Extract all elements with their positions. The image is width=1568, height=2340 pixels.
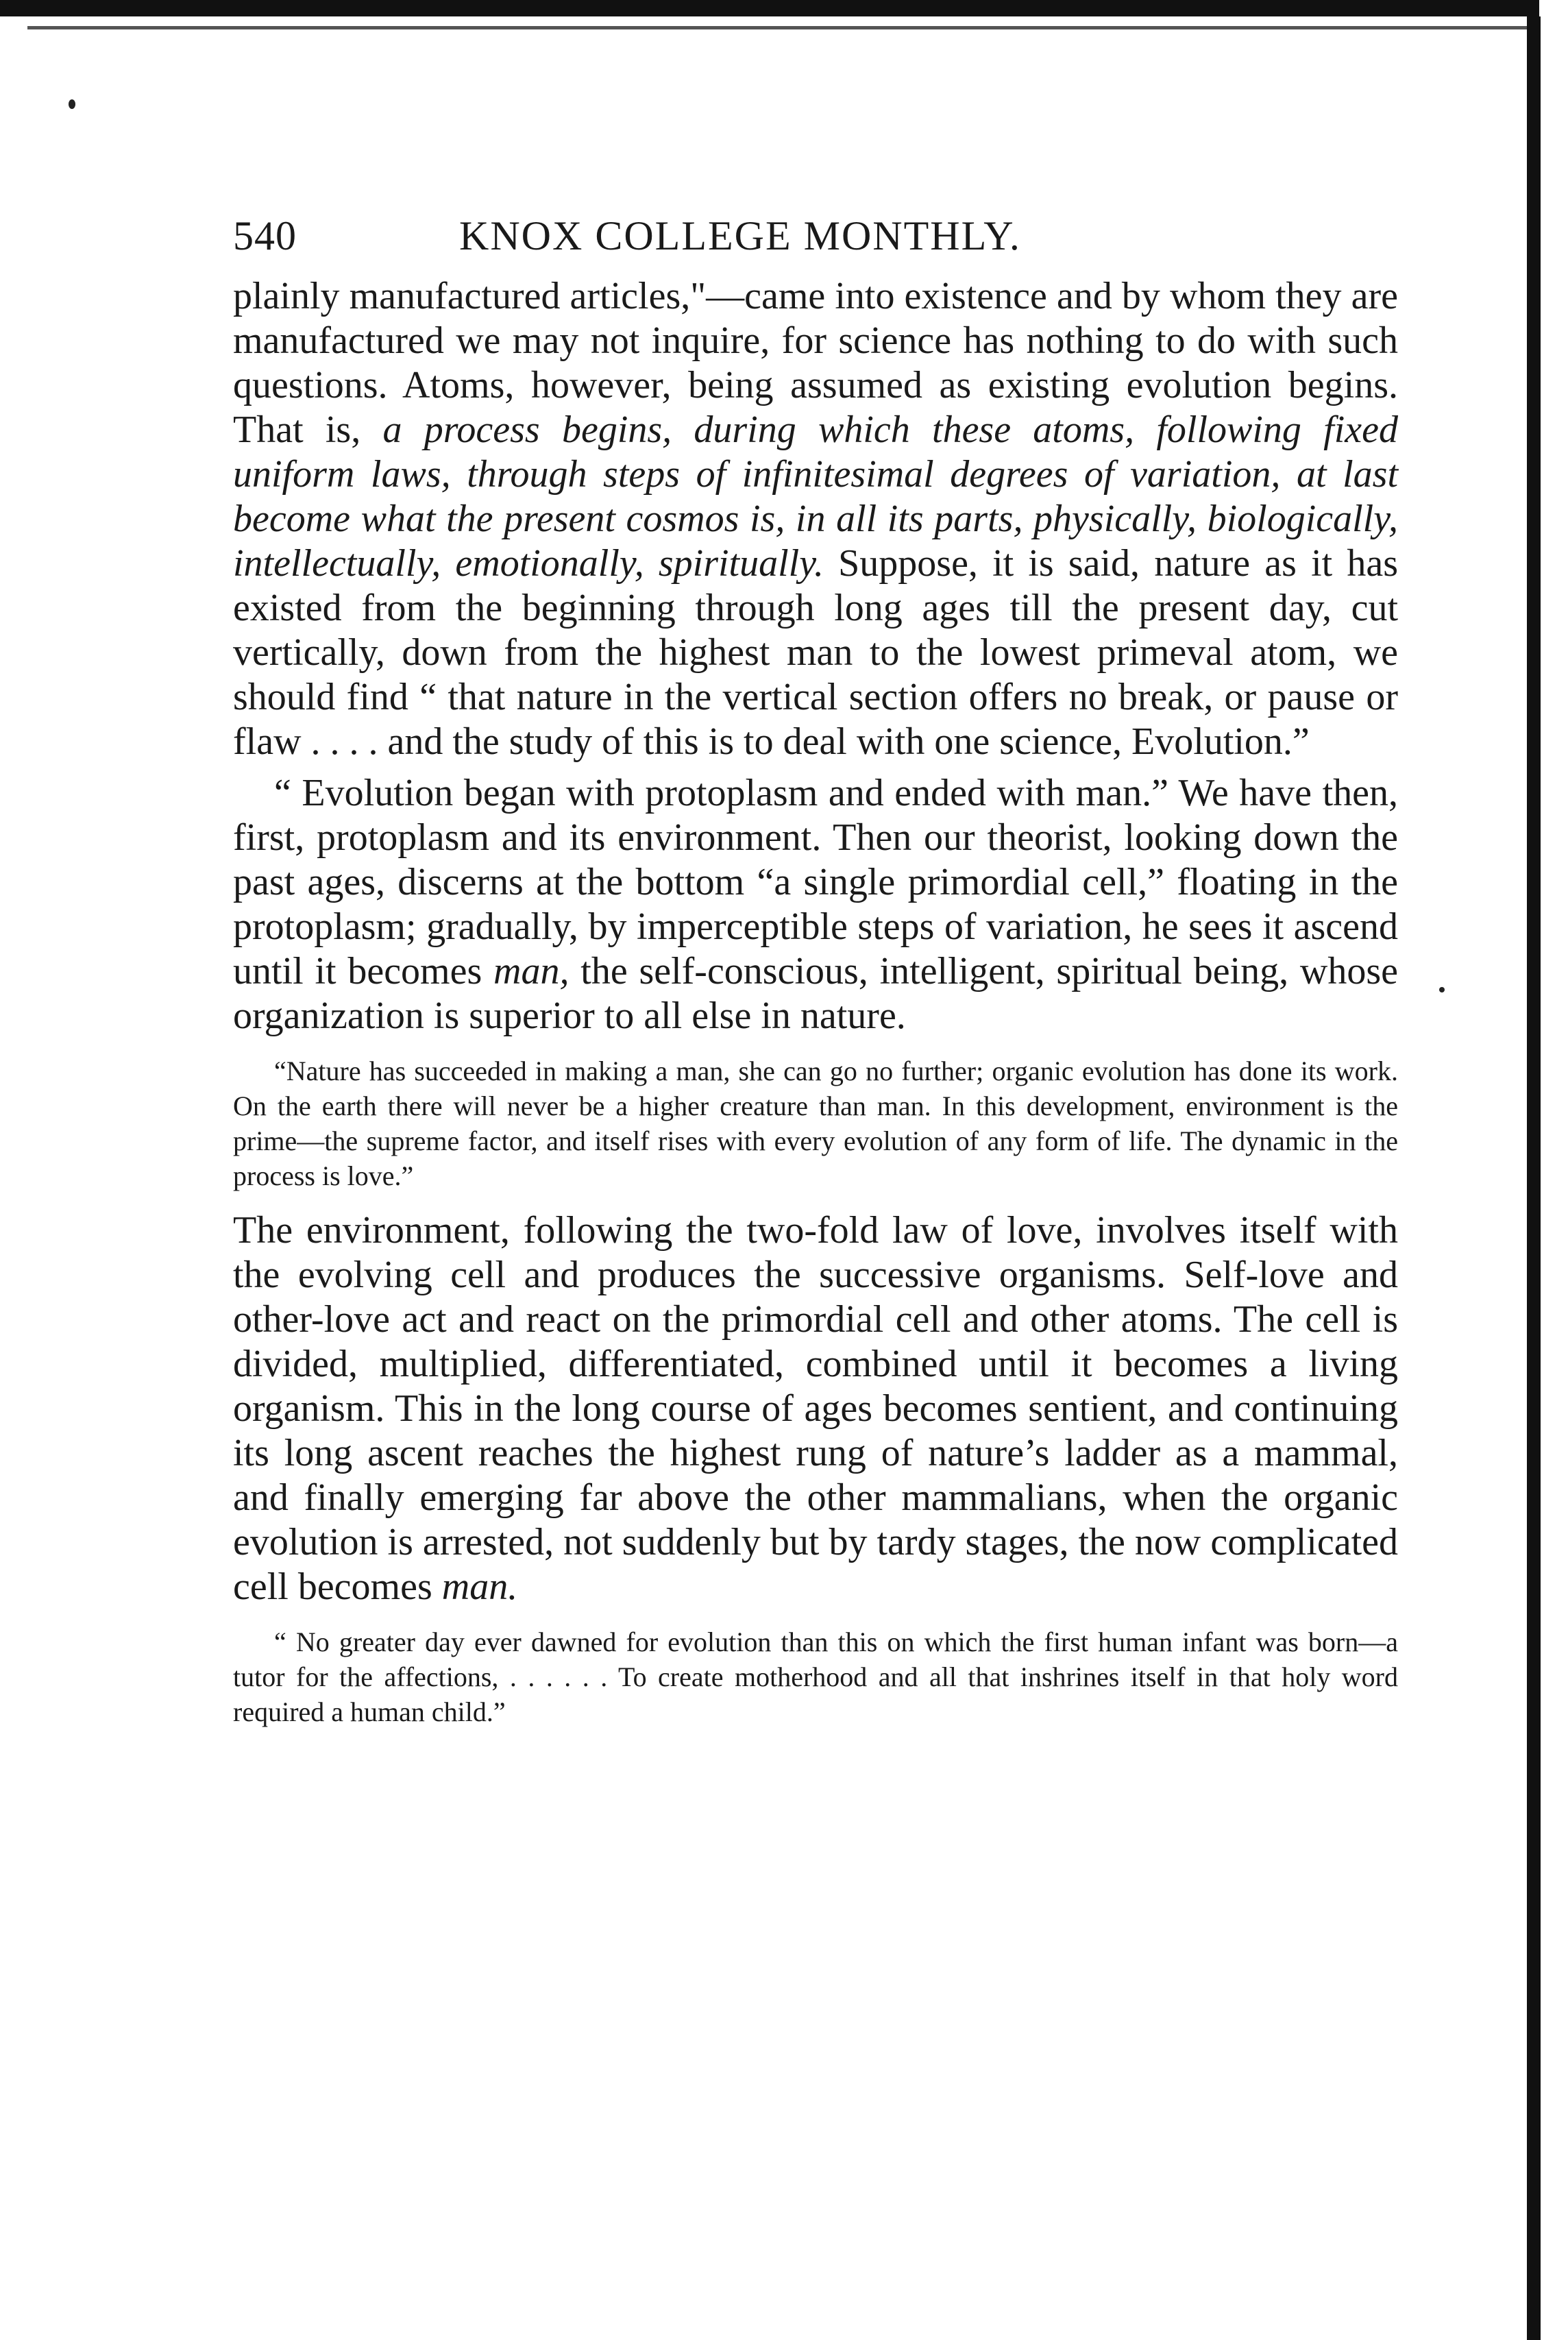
paragraph-1-italic: a process begins, during which these atoms, following fixed uniform laws, through steps of infinitesimal degrees of variation, at last become what the present cosmos is, in all its parts, physically, biologically, intellectually, emotionally, spiritually. — [233, 409, 1398, 585]
paragraph-3-text-a: The environment, following the two-fold law of love, involves itself with the evolving cell and produces the successive organisms. Self-love and other-love act and react on the primordial cell and other atoms. The cell is divided, multiplied, differentiated, combined until it becomes a living organism. This in the long course of ages becomes sentient, and continuing its long ascent reaches the highest rung of nature’s ladder as a mammal, and finally emerging far above the other mammalians, when the organic evolution is arrested, not suddenly but by tardy stages, the now complicated cell becomes — [233, 1209, 1398, 1608]
journal-title: KNOX COLLEGE MONTHLY. — [459, 213, 1021, 258]
top-border-shadow — [27, 26, 1535, 29]
paragraph-1 — [233, 274, 1398, 764]
right-border-rule — [1527, 16, 1541, 2340]
paragraph-3-italic: man. — [441, 1565, 518, 1608]
print-speck — [1439, 987, 1445, 992]
top-border-rule — [0, 0, 1539, 16]
paragraph-2-text-c: the self-conscious, intelligent, spiritual being, whose organization is superior to all else in nature. — [233, 950, 1398, 1037]
book-page — [233, 206, 1398, 1744]
paragraph-2 — [233, 771, 1398, 1038]
paragraph-1-text-c: Suppose, it is said, nature as it has existed from the beginning through long ages till the present day, cut vertically, down from the highest man to the lowest primeval atom, we should find “ that nature in the vertical section offers no break, or pause or flaw . . . . and the study of this is to deal with one science, Evolution.” — [233, 542, 1398, 763]
print-speck — [69, 99, 75, 109]
paragraph-2-text-a: “ Evolution began with protoplasm and ended with man.” We have then, first, protoplasm and its environment. Then our theorist, looking down the past ages, discerns at the bottom “a single primordial cell,” floating in the protoplasm; gradually, by imperceptible steps of variation, he sees it ascend until it becomes — [233, 772, 1398, 992]
paragraph-3 — [233, 1208, 1398, 1609]
block-quote-2: “ No greater day ever dawned for evolution than this on which the first human infant was born—a tutor for the affections, . . . . . . To create motherhood and all that inshrines itself in that holy word required a human child.” — [233, 1626, 1398, 1727]
paragraph-1-text-a: plainly manufactured articles,"—came into existence and by whom they are manufactured we may not inquire, for science has nothing to do with such questions. Atoms, however, being assumed as existing evolution begins. That is, — [233, 275, 1398, 451]
block-quote-1: “Nature has succeeded in making a man, she can go no further; organic evolution has done its work. On the earth there will never be a higher creature than man. In this development, environment is the prime—the supreme factor, and itself rises with every evolution of any form of life. The dynamic in the process is love.” — [233, 1056, 1398, 1191]
page-number: 540 — [233, 213, 297, 258]
running-head — [233, 206, 1398, 274]
paragraph-2-italic: man, — [493, 950, 569, 992]
